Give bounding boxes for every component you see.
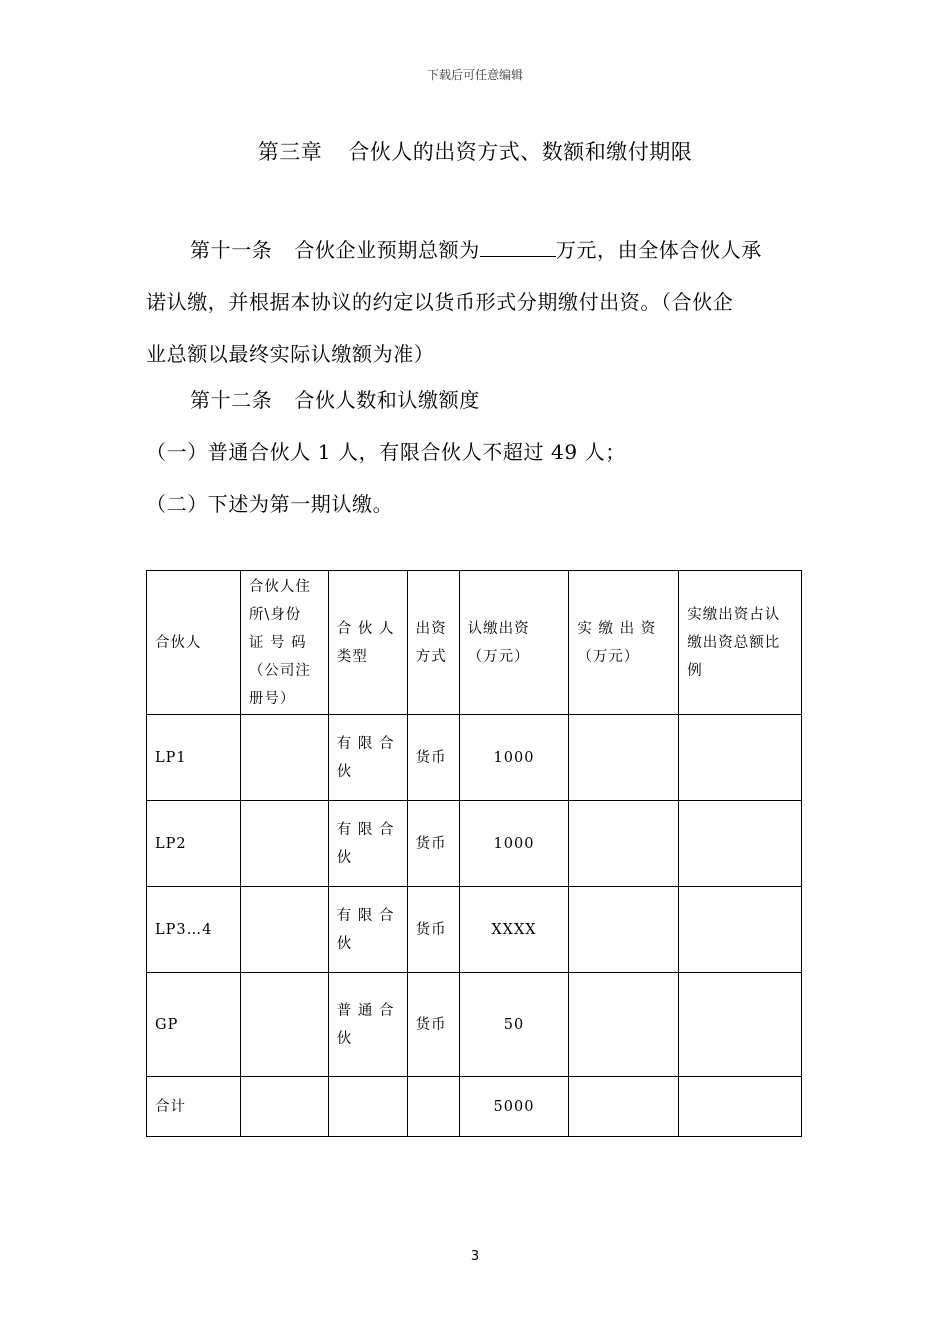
id-cell[interactable] (240, 801, 328, 887)
header-type-line: 类型 (336, 648, 368, 665)
header-ratio (679, 571, 802, 715)
method-cell: 货币 (407, 887, 459, 973)
id-cell[interactable] (240, 973, 328, 1077)
method-cell: 货币 (407, 715, 459, 801)
paid-cell[interactable] (569, 1077, 679, 1137)
type-cell (328, 887, 407, 973)
header-id-line: 册号） (248, 690, 296, 707)
type-line: 伙 (336, 935, 353, 952)
header-id-line: 所\身份 (248, 606, 302, 623)
chapter-heading (0, 136, 950, 166)
header-id-line: 合伙人住 (248, 578, 311, 595)
article-11-text-after-blank: 万元，由全体合伙人承 (555, 238, 762, 262)
type-line: 有 限 合 (336, 735, 395, 752)
chapter-number: 第三章 (257, 140, 323, 164)
article-11-text-before-blank: 合伙企业预期总额为 (294, 238, 480, 262)
header-id-line: （公司注 (248, 662, 311, 679)
header-id (240, 571, 328, 715)
chapter-title: 合伙人的出资方式、数额和缴付期限 (348, 140, 693, 164)
type-cell[interactable] (328, 1077, 407, 1137)
subscribed-cell: 50 (459, 973, 569, 1077)
header-subscribed-line: （万元） (467, 648, 530, 665)
id-cell[interactable] (240, 1077, 328, 1137)
id-cell[interactable] (240, 715, 328, 801)
ratio-cell[interactable] (679, 801, 802, 887)
article-11-line-2: 诺认缴，并根据本协议的约定以货币形式分期缴付出资。（合伙企 (146, 290, 734, 314)
type-line: 普 通 合 (336, 1002, 395, 1019)
type-cell (328, 715, 407, 801)
paid-cell[interactable] (569, 801, 679, 887)
type-cell (328, 973, 407, 1077)
article-12-label: 第十二条 (190, 388, 273, 412)
header-type-line: 合 伙 人 (336, 620, 395, 637)
ratio-cell[interactable] (679, 1077, 802, 1137)
type-line: 有 限 合 (336, 907, 395, 924)
page-number: 3 (470, 1249, 480, 1264)
method-cell[interactable] (407, 1077, 459, 1137)
table-header-row (147, 571, 802, 715)
total-subscribed-cell: 5000 (459, 1077, 569, 1137)
type-line: 有 限 合 (336, 821, 395, 838)
table-row (147, 801, 802, 887)
ratio-cell[interactable] (679, 973, 802, 1077)
header-paid-line: （万元） (577, 648, 640, 665)
ratio-cell[interactable] (679, 715, 802, 801)
type-line: 伙 (336, 1030, 353, 1047)
article-12-heading (146, 374, 808, 426)
page-header: 下载后可任意编辑 (426, 68, 523, 82)
header-type (328, 571, 407, 715)
table-row (147, 973, 802, 1077)
header-method-line: 方式 (415, 648, 447, 665)
subscribed-cell: XXXX (459, 887, 569, 973)
paid-cell[interactable] (569, 973, 679, 1077)
header-ratio-line: 缴出资总额比 (687, 634, 781, 651)
table-row (147, 887, 802, 973)
article-12-title: 合伙人数和认缴额度 (294, 388, 480, 412)
header-method (407, 571, 459, 715)
ratio-cell[interactable] (679, 887, 802, 973)
contribution-table (146, 570, 802, 1137)
header-id-line: 证 号 码 (248, 634, 307, 651)
paid-cell[interactable] (569, 887, 679, 973)
table-row (147, 715, 802, 801)
header-paid (569, 571, 679, 715)
subscribed-cell: 1000 (459, 801, 569, 887)
type-line: 伙 (336, 763, 353, 780)
partner-cell: GP (147, 973, 241, 1077)
subscribed-cell: 1000 (459, 715, 569, 801)
article-11-label: 第十一条 (190, 238, 273, 262)
header-ratio-line: 实缴出资占认 (687, 606, 781, 623)
partner-cell: LP2 (147, 801, 241, 887)
partner-cell: LP1 (147, 715, 241, 801)
header-partner: 合伙人 (147, 571, 241, 715)
table-total-row (147, 1077, 802, 1137)
header-subscribed-line: 认缴出资 (467, 620, 530, 637)
article-12 (146, 374, 808, 530)
method-cell: 货币 (407, 801, 459, 887)
partner-cell: LP3…4 (147, 887, 241, 973)
header-ratio-line: 例 (687, 662, 703, 679)
total-label-cell: 合计 (147, 1077, 241, 1137)
article-12-item-1: （一）普通合伙人 1 人，有限合伙人不超过 49 人； (146, 440, 626, 464)
header-paid-line: 实 缴 出 资 (577, 620, 657, 637)
type-cell (328, 801, 407, 887)
header-subscribed (459, 571, 569, 715)
header-method-line: 出资 (415, 620, 447, 637)
article-12-item-2: （二）下述为第一期认缴。 (146, 492, 394, 516)
article-11-line-1 (146, 224, 808, 276)
method-cell: 货币 (407, 973, 459, 1077)
article-11-line-3: 业总额以最终实际认缴额为准） (146, 342, 435, 366)
id-cell[interactable] (240, 887, 328, 973)
amount-blank[interactable] (480, 238, 556, 257)
article-11 (146, 224, 808, 380)
paid-cell[interactable] (569, 715, 679, 801)
type-line: 伙 (336, 849, 353, 866)
